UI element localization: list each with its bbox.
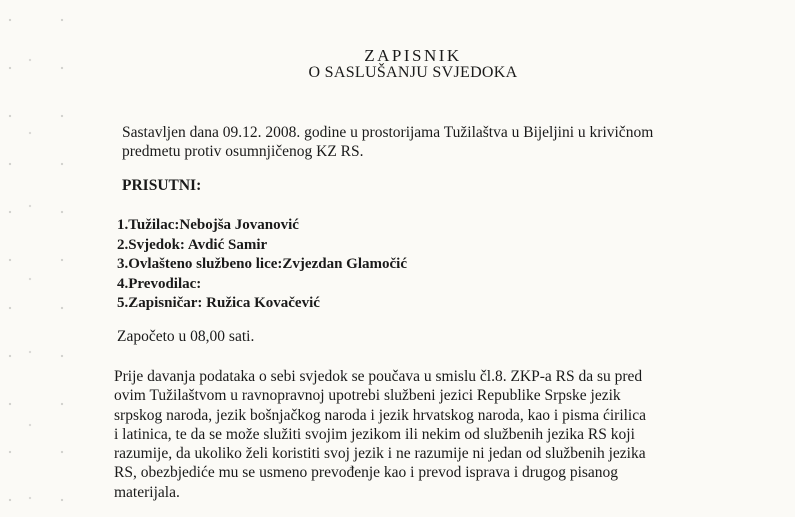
notice-line: razumije, da ukoliko želi koristiti svoj jezik i ne razumije ni jedan od službenih jezika <box>114 445 646 463</box>
notice-line: RS, obezbjediće mu se usmeno prevođenje kao i prevod isprava i drugog pisanog <box>114 464 619 482</box>
notice-line: materijala. <box>114 483 180 501</box>
intro-paragraph <box>122 123 653 161</box>
notice-line: srpskog naroda, jezik bošnjačkog naroda i jezik hrvatskog naroda, kao i pisma ćirilica <box>114 406 647 424</box>
attendee-witness: 2.Svjedok: Avdić Samir <box>117 236 268 253</box>
document-subtitle: O SASLUŠANJU SVJEDOKA <box>308 64 518 81</box>
attendee-recorder: 5.Zapisničar: Ružica Kovačević <box>117 295 320 311</box>
attendee-interpreter: 4.Prevodilac: <box>117 275 202 292</box>
notice-line: ovim Tužilaštvom u ravnopravnoj upotrebi službeni jezici Republike Srpske jezik <box>114 387 621 405</box>
present-heading: PRISUTNI: <box>122 177 202 194</box>
attendee-list <box>117 216 407 314</box>
notice-line: i latinica, te da se može služiti svojim jezikom ili nekim od službenih jezika RS koji <box>114 425 635 443</box>
intro-line-2: predmetu protiv osumnjičenog KZ RS. <box>122 143 364 160</box>
notice-line: Prije davanja podataka o sebi svjedok se poučava u smislu čl.8. ZKP-a RS da su pred <box>114 368 643 385</box>
attendee-official: 3.Ovlašteno službeno lice:Zvjezdan Glamočić <box>117 256 407 272</box>
language-notice-paragraph <box>114 367 729 502</box>
attendee-prosecutor: 1.Tužilac:Nebojša Jovanović <box>117 217 299 233</box>
document-title: ZAPISNIK <box>364 46 462 65</box>
intro-line-1: Sastavljen dana 09.12. 2008. godine u prostorijama Tužilaštva u Bijeljini u krivičnom <box>122 124 654 141</box>
start-time-text: Započeto u 08,00 sati. <box>117 328 255 345</box>
